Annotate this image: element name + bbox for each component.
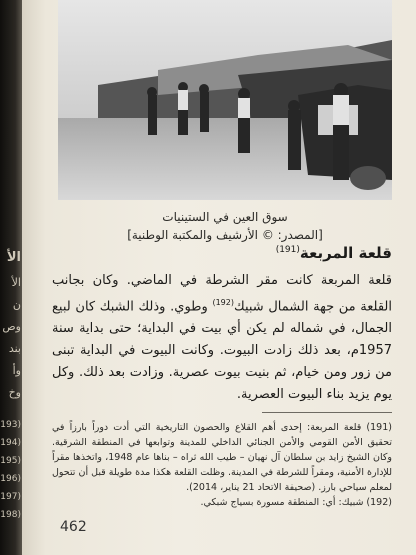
facing-page-text: ن [12, 298, 21, 311]
facing-page-text: وخ [8, 386, 21, 399]
footnote-191: (191) قلعة المربعة: إحدى أهم القلاع والحصون التاريخية التي أدت دوراً بارزاً في تحقيق الأمن القومي والأمن الجنائي الداخلي للمدينة وتوابعها في المنطقة الشرقية. وكان الشيخ زايد بن سلطان آل نهيان – طيب الله ثراه – بناها عام 1948، واتخذها مقراً للإدارة الأمنية، ومقراً للشرطة في المدينة. وظلت القلعة هكذا مدة طويلة قبل أن تتحول لمعلم سياحي بارز. (صحيفة الاتحاد 21 يناير، 2014). [52, 422, 392, 493]
market-photo-illustration [58, 0, 392, 200]
facing-page-note: (196 [0, 474, 21, 484]
facing-page-note: (197 [0, 492, 21, 502]
body-paragraph [52, 270, 392, 406]
facing-page-note: (194 [0, 438, 21, 448]
section-heading [52, 244, 392, 262]
section-heading-text: قلعة المربعة [299, 244, 392, 262]
footnotes [52, 420, 392, 510]
page-number: 462 [60, 519, 87, 535]
facing-page-text: بند [8, 342, 21, 355]
facing-page-text: وص [2, 320, 21, 333]
facing-page-text: الأ [11, 276, 21, 289]
footnote-ref: (192) [212, 298, 234, 307]
footnote-ref: (191) [275, 245, 300, 255]
market-photo [58, 0, 392, 200]
photo-source: [المصدر: © الأرشيف والمكتبة الوطنية] [127, 228, 323, 242]
photo-caption: سوق العين في الستينيات [162, 210, 288, 224]
facing-page-note: (193 [0, 420, 21, 430]
facing-page-text: الأ [6, 250, 21, 265]
facing-page-note: (195 [0, 456, 21, 466]
facing-page-edge [0, 0, 22, 555]
facing-page-text: وأ [12, 364, 21, 377]
paragraph-text: وطوي. وذلك الشبك كان لبيع الجمال، في شماله لم يكن أي بيت في البداية؛ حتى بداية سنة 1957م، بعد ذلك زادت البيوت. وكانت البيوت في البداية تبنى من زور ومن خيام، ثم بنيت بيوت عصرية. وزادت بعد ذلك. وكل يوم يزيد بناء البيوت العصرية. [52, 299, 392, 403]
paragraph-text: قلعة المربعة كانت مقر الشرطة في الماضي. وكان بجانب القلعة من جهة الشمال شبيك [52, 273, 392, 315]
footnote-192: (192) شبيك: أي: المنطقة مسورة بسياج شبكي. [200, 497, 392, 508]
footnote-divider [262, 412, 392, 413]
facing-page-note: (198 [0, 510, 21, 520]
